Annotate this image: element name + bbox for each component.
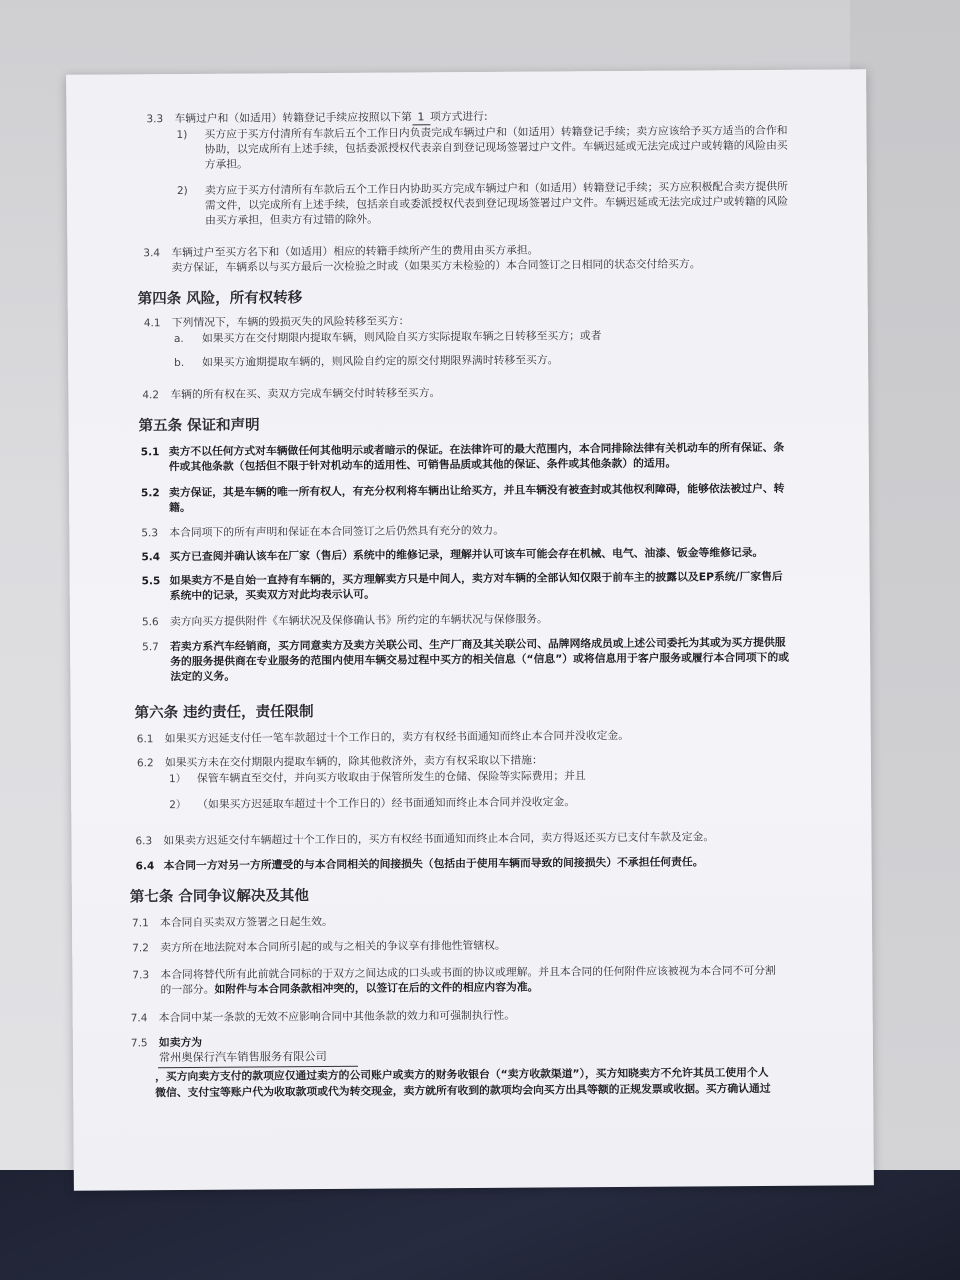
clause-7-5-label: 如卖方为 — [158, 1035, 203, 1050]
clause-7-5-line1: ，买方向卖方支付的款项应仅通过卖方的公司账户或卖方的财务收银台（“卖方收款渠道”），买方知晓卖方不允许其员工使用个人 — [155, 1065, 769, 1084]
clause-3-3-1-line2: 协助，以完成所有上述手续，包括委派授权代表亲自到登记现场签署过户文件。车辆迟延或无法完成过户或转籍的风险由买 — [204, 138, 788, 156]
clause-number: 5.3 — [141, 527, 159, 540]
article-4-heading: 第四条 风险，所有权转移 — [137, 290, 303, 308]
clause-7-1-line1: 本合同自买卖双方签署之日起生效。 — [159, 914, 333, 930]
clause-6-1-line1: 如果买方迟延支付任一笔车款超过十个工作日的，卖方有权经书面通知而终止本合同并没收定金。 — [164, 728, 630, 746]
clause-number: 7.5 — [130, 1037, 148, 1050]
clause-3-3-1-line3: 方承担。 — [204, 157, 248, 171]
clause-5-3-line1: 本合同项下的所有声明和保证在本合同签订之后仍然具有充分的效力。 — [169, 523, 505, 540]
clause-5-4-line1: 买方已查阅并确认该车在厂家（售后）系统中的维修记录，理解并认可该车可能会存在机械、电气、油漆、钣金等维修记录。 — [169, 545, 764, 564]
clause-number: 7.2 — [132, 942, 149, 955]
clause-5-1-line2: 件或其他条款（包括但不限于针对机动车的适用性、可销售品质或其他的保证、条件或其他条款）的适用。 — [168, 456, 677, 474]
clause-number: 5.5 — [141, 575, 161, 588]
article-7-heading: 第七条 合同争议解决及其他 — [129, 888, 309, 906]
clause-number: 6.2 — [136, 757, 154, 770]
clause-3-3-text — [174, 110, 487, 127]
clause-number: 6.4 — [135, 860, 155, 873]
clause-number: 7.1 — [131, 917, 149, 930]
clause-number: 4.1 — [143, 317, 161, 330]
clause-number: 6.1 — [136, 733, 154, 746]
clause-6-4-line1: 本合同一方对另一方所遭受的与本合同相关的间接损失（包括由于使用车辆而导致的间接损失）不承担任何责任。 — [163, 855, 704, 873]
clause-number: 3.3 — [146, 113, 164, 126]
option-blank: 1 — [412, 110, 430, 125]
clause-7-2-line1: 卖方所在地法院对本合同所引起的或与之相关的争议享有排他性管辖权。 — [160, 938, 506, 955]
clause-5-7-line1: 若卖方系汽车经销商，买方同意卖方及卖方关联公司、生产厂商及其关联公司、品牌网络成员或上述公司委托为其或为买方提供服 — [170, 635, 786, 654]
clause-5-5-line1: 如果卖方不是自始一直持有车辆的，买方理解卖方只是中间人，卖方对车辆的全部认知仅限于前车主的披露以及EP系统/厂家售后 — [169, 569, 783, 588]
clause-5-5-line2: 系统中的记录，买卖双方对此均表示认可。 — [169, 587, 375, 603]
clause-4-1-line1: 下列情况下，车辆的毁损灭失的风险转移至买方： — [171, 314, 410, 330]
clause-7-5-line2: 微信、支付宝等账户代为收取款项或代为转交现金，卖方就所有收到的款项均会向买方出具等额的正规发票或收据。买方确认通过 — [155, 1081, 771, 1100]
clause-7-3-line2-bold: 如附件与本合同条款相冲突的，以签订在后的文件的相应内容为准。 — [214, 980, 539, 996]
clause-3-4-line1: 车辆过户至买方名下和（如适用）相应的转籍手续所产生的费用由买方承担。 — [171, 243, 539, 260]
clause-number: 4.2 — [142, 389, 160, 402]
clause-5-6-line1: 卖方向买方提供附件《车辆状况及保修确认书》所约定的车辆状况与保修服务。 — [169, 612, 548, 629]
clause-5-1-line1: 卖方不以任何方式对车辆做任何其他明示或者暗示的保证。在法律许可的最大范围内，本合同排除法律有关机动车的所有保证、条 — [168, 440, 785, 459]
clause-number: 7.4 — [130, 1012, 148, 1025]
company-underline — [158, 1066, 358, 1068]
clause-number: 5.2 — [140, 487, 160, 500]
clause-number: 6.3 — [135, 835, 153, 848]
clause-5-7-line3: 法定的义务。 — [170, 669, 236, 684]
item-number: 2） — [169, 798, 187, 812]
clause-3-3-1-line1: 买方应于买方付清所有车款后五个工作日内负责完成车辆过户和（如适用）转籍登记手续；卖方应该给予买方适当的合作和 — [204, 123, 788, 141]
clause-3-3-post: 项方式进行: — [429, 109, 488, 124]
clause-7-3-line2 — [160, 981, 538, 998]
clause-6-2-2: （如果买方迟延取车超过十个工作日的）经书面通知而终止本合同并没收定金。 — [197, 795, 576, 811]
article-6-heading: 第六条 违约责任，责任限制 — [134, 704, 314, 722]
clause-4-1-b: 如果买方逾期提取车辆的，则风险自约定的原交付期限界满时转移至买方。 — [202, 353, 559, 369]
clause-number: 5.4 — [141, 551, 161, 564]
clause-5-2-line2: 籍。 — [169, 500, 191, 515]
clause-3-3-pre: 车辆过户和（如适用）转籍登记手续应按照以下第 — [174, 110, 412, 126]
clause-number: 5.1 — [140, 446, 160, 459]
seller-company-name: 常州奥保行汽车销售服务有限公司 — [158, 1050, 327, 1065]
clause-7-4-line1: 本合同中某一条款的无效不应影响合同中其他条款的效力和可强制执行性。 — [158, 1008, 516, 1025]
clause-4-1-a: 如果买方在交付期限内提取车辆，则风险自买方实际提取车辆之日转移至买方；或者 — [201, 329, 602, 345]
clause-6-2-line1: 如果买方未在交付期限内提取车辆的，除其他救济外，卖方有权采取以下措施： — [164, 753, 543, 770]
clause-3-3-2-line3: 由买方承担，但卖方有过错的除外。 — [205, 212, 378, 227]
clause-3-4-line2: 卖方保证，车辆系以与买方最后一次检验之时或（如果买方未检验的）本合同签订之日相同的状态交付给买方。 — [171, 257, 701, 275]
clause-number: 7.3 — [132, 969, 150, 982]
clause-number: 3.4 — [143, 247, 161, 260]
contract-content — [66, 69, 874, 1191]
clause-number: 5.6 — [141, 616, 159, 629]
item-number: 1） — [168, 772, 187, 786]
clause-4-2-line1: 车辆的所有权在买、卖双方完成车辆交付时转移至买方。 — [170, 386, 441, 402]
item-number: 1) — [176, 128, 188, 142]
article-5-heading: 第五条 保证和声明 — [138, 417, 260, 435]
clause-3-3-2-line1: 卖方应于买方付清所有车款后五个工作日内协助买方完成车辆过户和（如适用）转籍登记手续；买方应积极配合卖方提供所 — [204, 179, 788, 197]
clause-6-2-1: 保管车辆直至交付，并向买方收取由于保管所发生的仓储、保险等实际费用；并且 — [196, 769, 586, 785]
item-number: b. — [174, 356, 185, 370]
clause-3-3-2-line2: 需文件，以完成所有上述手续，包括亲自或委派授权代表到登记现场签署过户文件。车辆迟延或无法完成过户或转籍的风险 — [204, 194, 789, 212]
clause-7-3-line2-normal: 的一部分。 — [160, 982, 215, 997]
clause-7-3-line1: 本合同将替代所有此前就合同标的于双方之间达成的口头或书面的协议或理解。并且本合同的任何附件应该被视为本合同不可分割 — [160, 963, 776, 982]
clause-number: 5.7 — [142, 641, 159, 654]
item-number: a. — [173, 332, 184, 346]
clause-5-7-line2: 务的服务提供商在专业服务的范围内使用车辆交易过程中买方的相关信息（“信息”）或将信息用于客户服务或履行本合同项下的或 — [170, 650, 790, 669]
clause-5-2-line1: 卖方保证，其是车辆的唯一所有权人，有充分权利将车辆出让给买方，并且车辆没有被查封或其他权利障碍，能够依法被过户、转 — [168, 481, 785, 500]
item-number: 2) — [176, 184, 188, 198]
contract-page — [66, 69, 874, 1191]
clause-6-3-line1: 如果卖方迟延交付车辆超过十个工作日的，买方有权经书面通知而终止本合同，卖方得返还买方已支付车款及定金。 — [163, 830, 715, 848]
